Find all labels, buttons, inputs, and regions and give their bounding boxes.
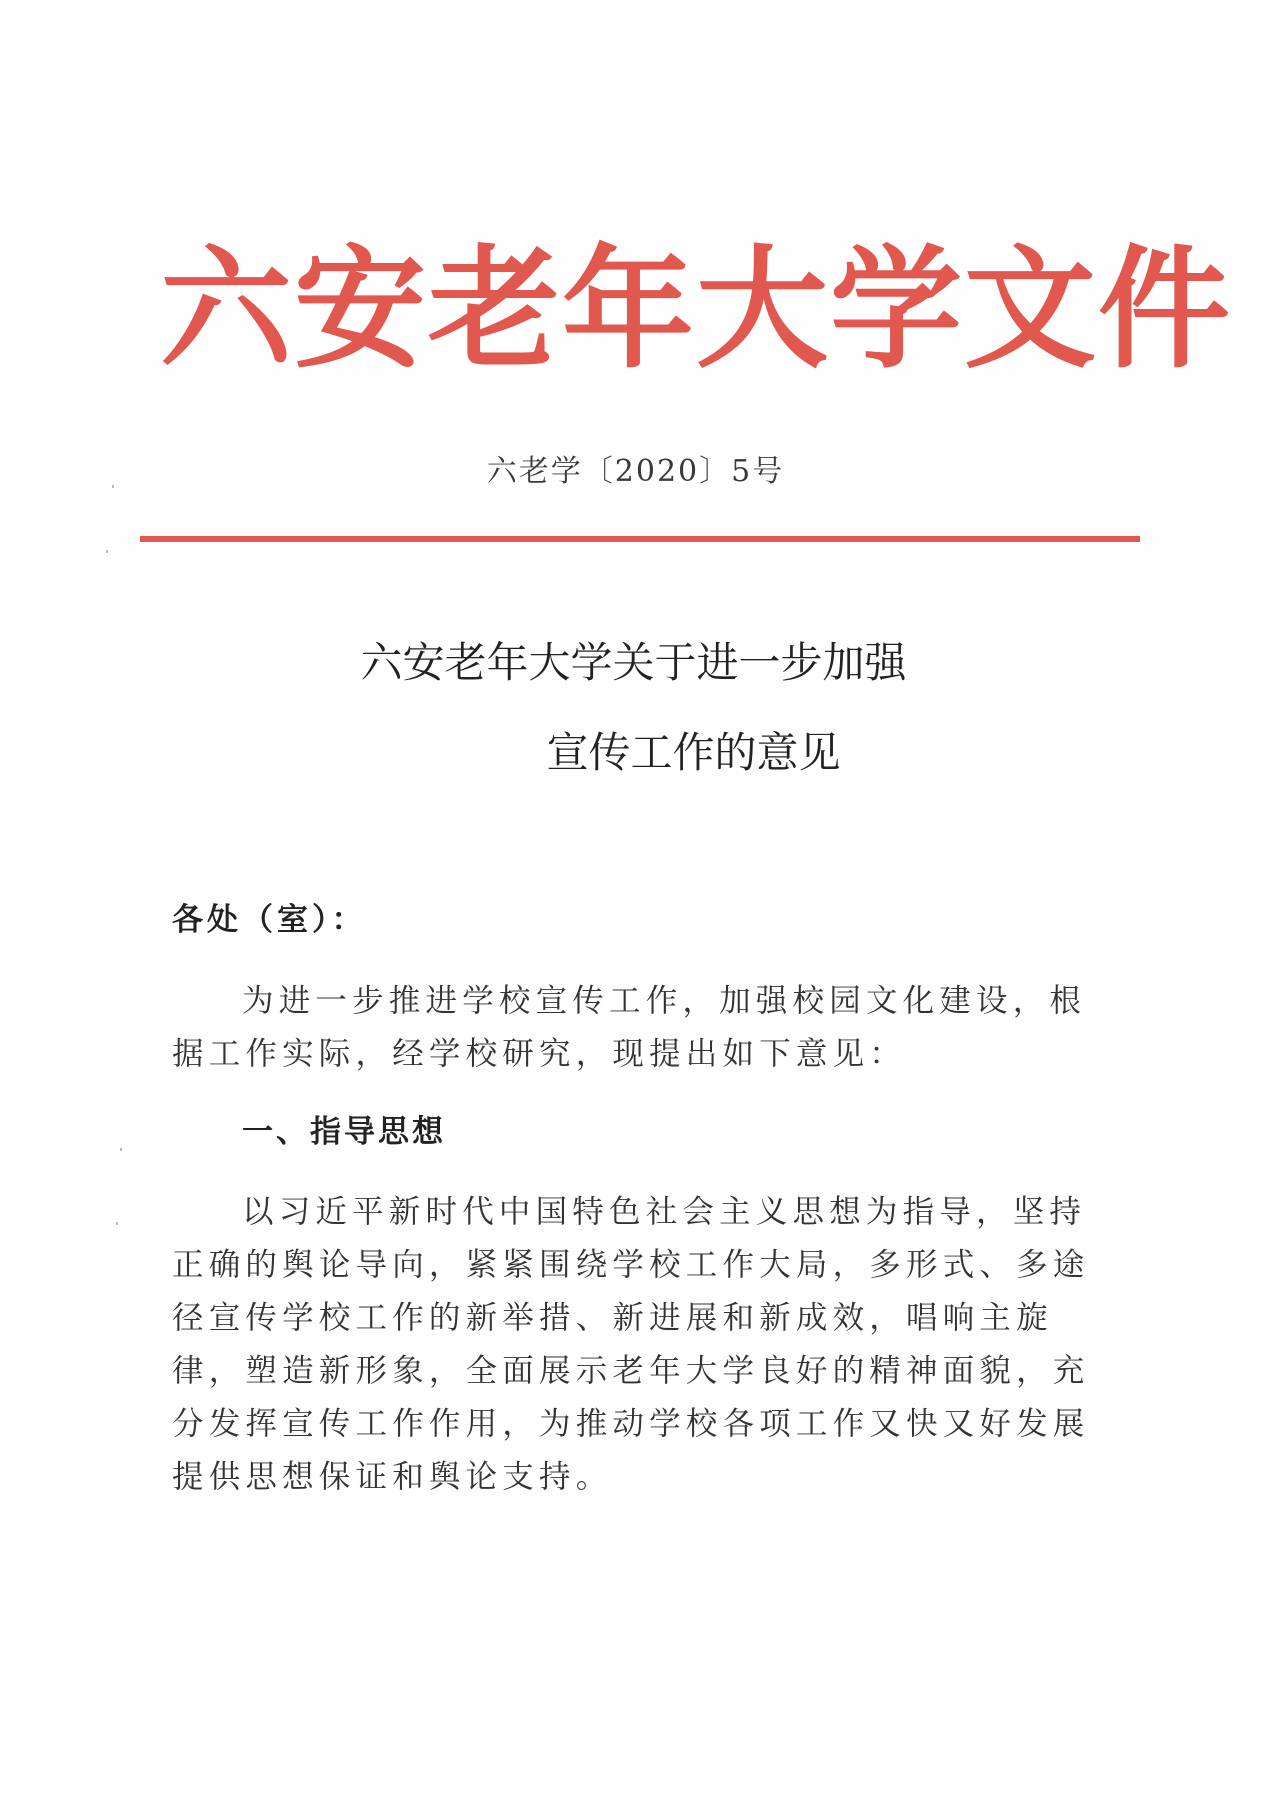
scan-speck	[116, 1222, 118, 1225]
scan-speck	[106, 550, 108, 553]
salutation: 各处（室）：	[172, 902, 367, 938]
scan-speck	[120, 1148, 122, 1151]
intro-paragraph: 为进一步推进学校宣传工作，加强校园文化建设，根据工作实际，经学校研究，现提出如下意见：	[172, 983, 1087, 1072]
document-title-line-2: 宣传工作的意见	[546, 728, 841, 777]
masthead-title: 六安老年大学文件	[160, 232, 1232, 387]
document-title-line-1: 六安老年大学关于进一步加强	[360, 638, 907, 687]
document-number: 六老学〔2020〕5号	[486, 454, 785, 489]
guiding-ideology-paragraph: 以习近平新时代中国特色社会主义思想为指导，坚持正确的舆论导向，紧紧围绕学校工作大局，多形式、多途径宣传学校工作的新举措、新进展和新成效，唱响主旋律，塑造新形象，全面展示老年大学良好的精神面貌，充分发挥宣传工作作用，为推动学校各项工作又快又好发展提供思想保证和舆论支持。	[172, 1194, 1090, 1495]
scan-speck	[112, 485, 114, 488]
red-divider-line	[140, 536, 1140, 542]
section-heading-guiding-ideology: 一、指导思想	[242, 1114, 446, 1150]
